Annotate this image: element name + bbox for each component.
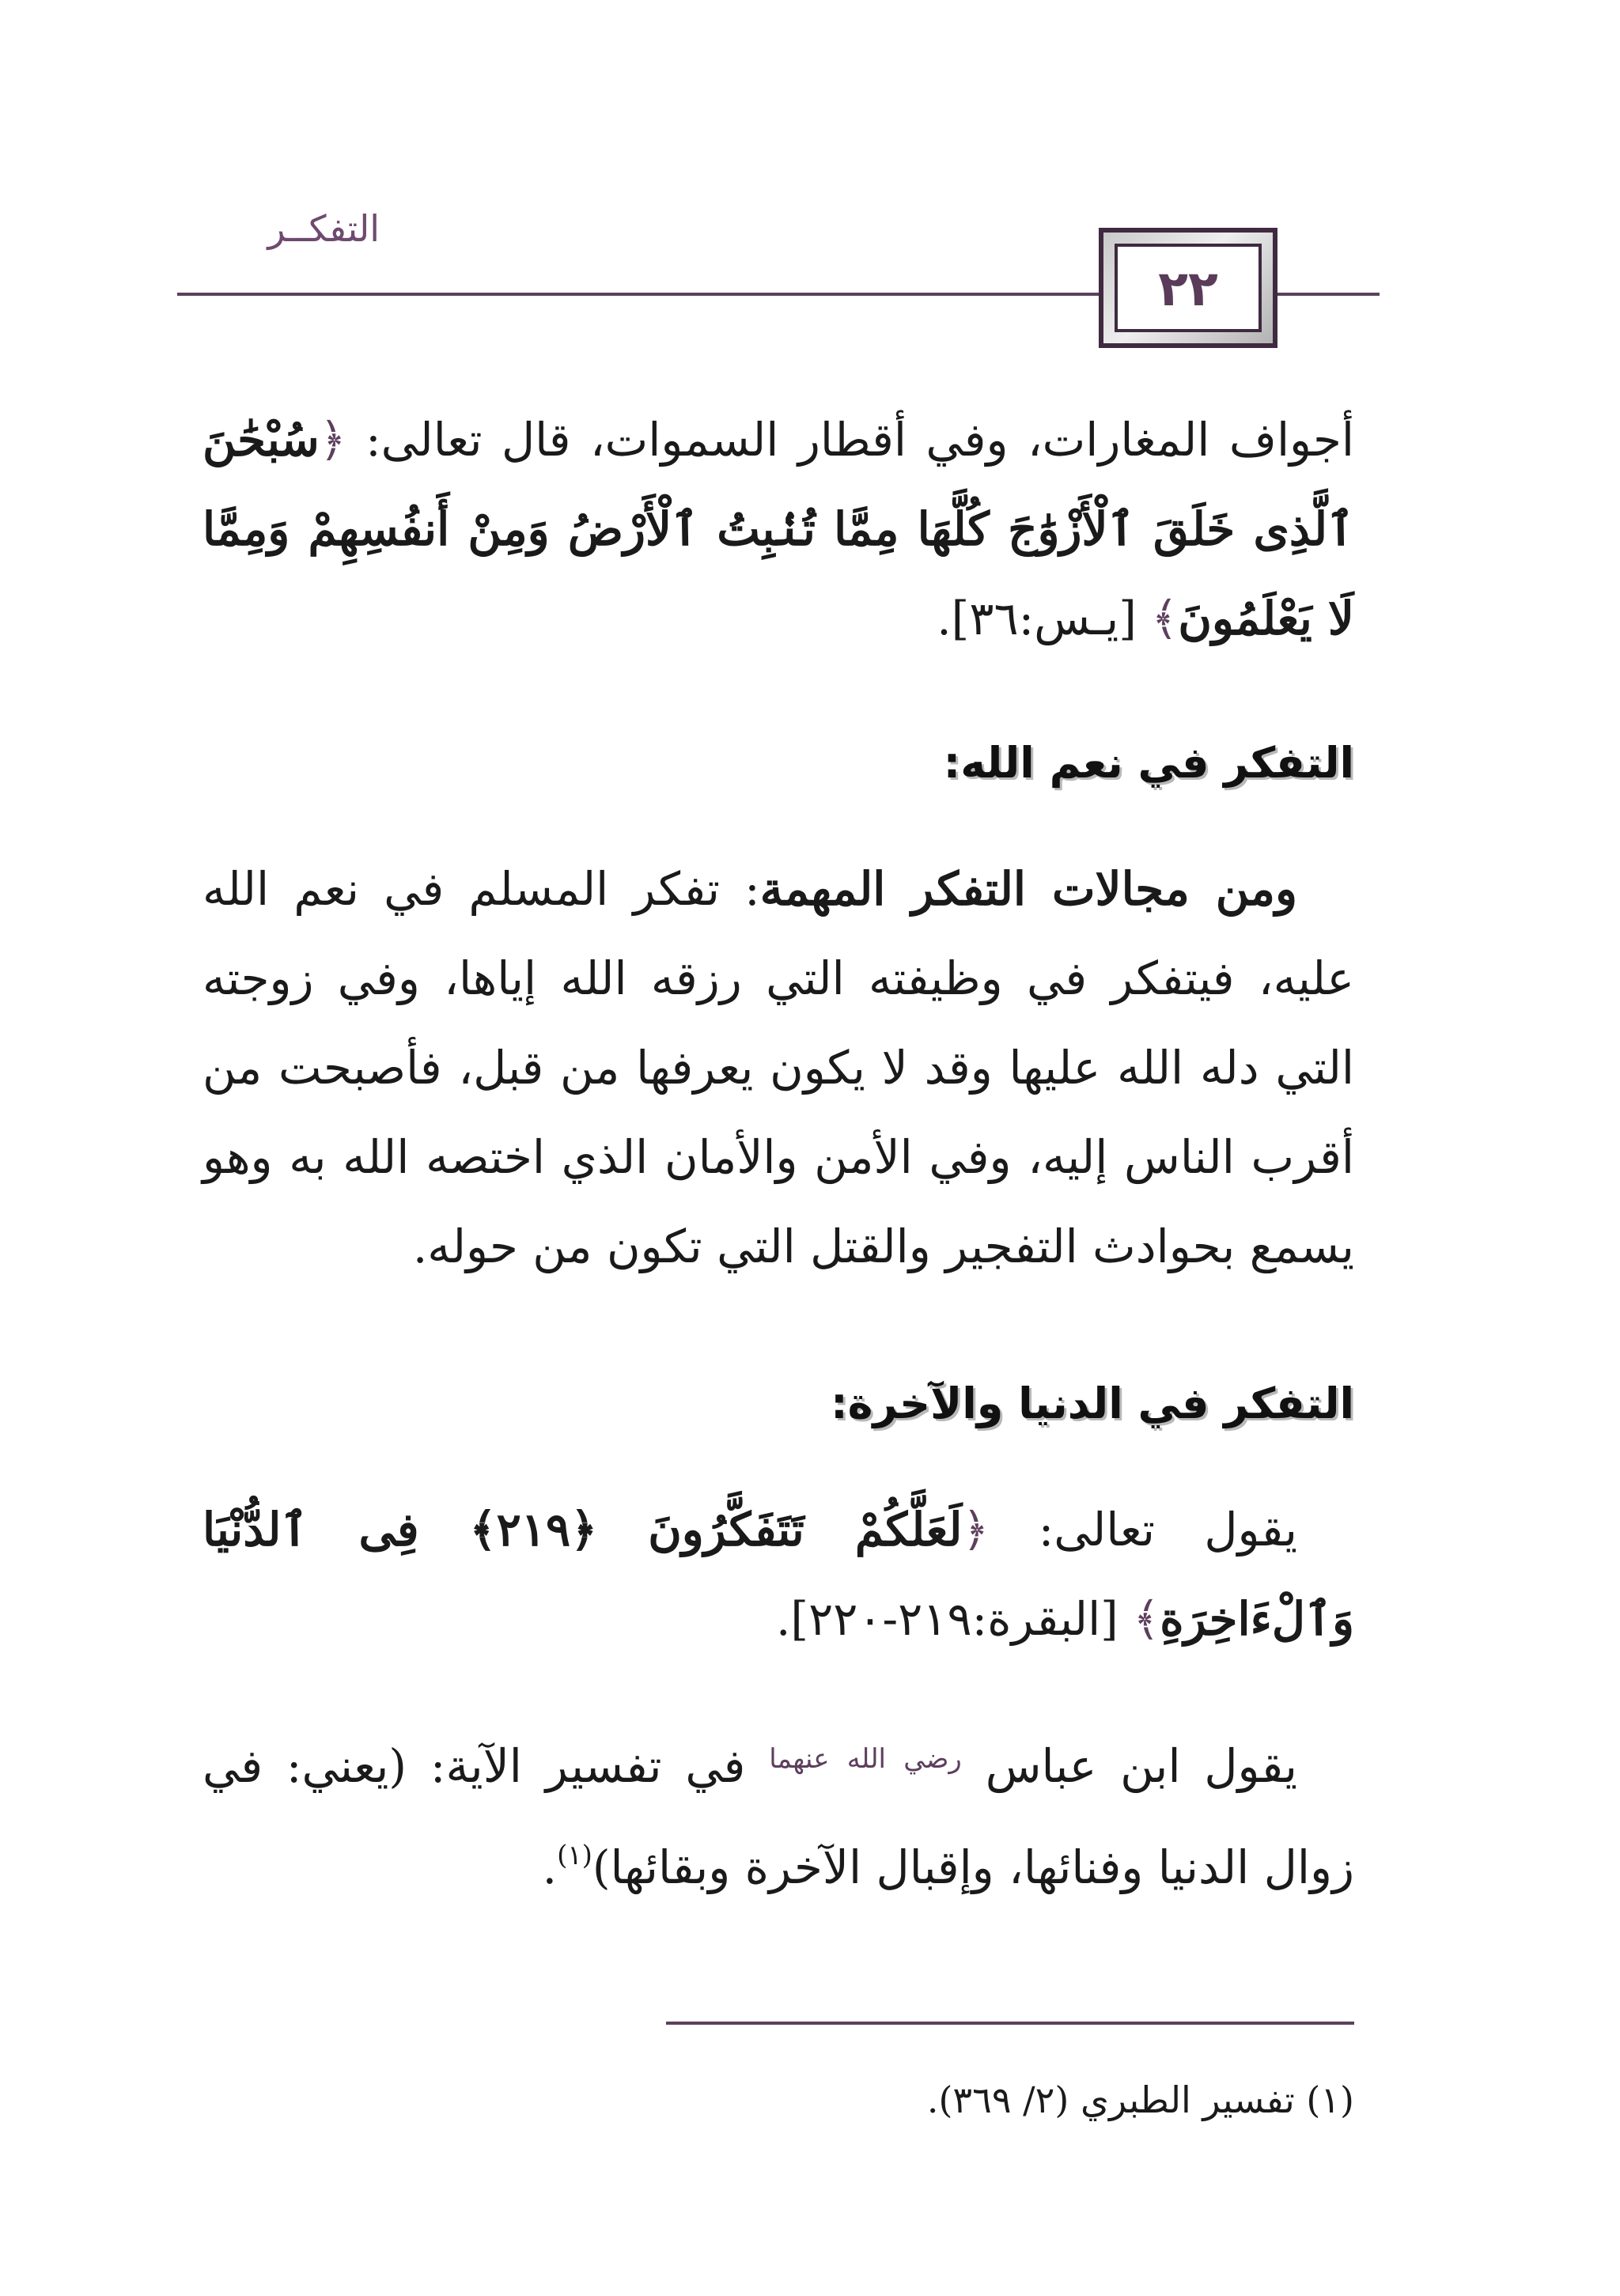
paragraph-intro: يقول تعالى: (989, 1503, 1297, 1557)
paragraph-text-before: يقول ابن عباس (961, 1739, 1297, 1793)
paragraph-text-after: في تفسير الآية: (يعني: في زوال الدنيا وفنائها، وإقبال الآخرة وبقائها) (202, 1739, 1354, 1894)
page-number: ٢٢ (1158, 259, 1218, 317)
quran-verse-text: لَعَلَّكُمْ تَتَفَكَّرُونَ ﴿٢١٩﴾ فِى ٱلدُّنْيَا وَٱلْءَاخِرَةِ (202, 1503, 1354, 1646)
quran-verse-text: سُبْحَٰنَ ٱلَّذِى خَلَقَ ٱلْأَزْوَٰجَ كُلَّهَا مِمَّا تُنۢبِتُ ٱلْأَرْضُ وَمِنْ أَنفُسِهِمْ وَمِمَّا لَا يَعْلَمُونَ (202, 413, 1354, 645)
paragraph-intro: أجواف المغارات، وفي أقطار السموات، قال تعالى: (346, 413, 1354, 467)
footnote-text: تفسير الطبري (٢/ ٣٦٩). (926, 2079, 1307, 2121)
verse-reference: [يـس:٣٦]. (937, 592, 1152, 645)
section-heading-blessings: التفكر في نعم الله: (943, 738, 1354, 788)
running-title: التفكــر (267, 207, 380, 250)
footnote-divider (666, 2022, 1354, 2025)
section-heading-world-hereafter: التفكر في الدنيا والآخرة: (831, 1379, 1354, 1428)
verse-reference: [البقرة:٢١٩-٢٢٠]. (776, 1592, 1134, 1646)
paragraph-text: : تفكر المسلم في نعم الله عليه، فيتفكر في وظيفته التي رزقه الله إياها، وفي زوجته التي دله الله عليها وقد لا يكون يعرفها من قبل، فأصبحت من أقرب الناس إليه، وفي الأمن والأمان الذي اختصه الله به وهو يسمع بحوادث التفجير والقتل التي تكون من حوله. (202, 862, 1354, 1273)
ornate-bracket-close: ﴾ (1133, 1592, 1160, 1646)
paragraph-ibn-abbas (202, 1715, 1354, 1912)
footnote-marker[interactable]: (١) (557, 1840, 592, 1871)
paragraph-quran-verse-1 (202, 395, 1354, 664)
footnote-number: (١) (1306, 2079, 1354, 2121)
paragraph-blessings (202, 845, 1354, 1292)
ornate-bracket-open: ﴿ (962, 1503, 990, 1557)
footnote (202, 2072, 1354, 2128)
paragraph-end: . (542, 1840, 558, 1894)
paragraph-lead: ومن مجالات التفكر المهمة (759, 862, 1297, 916)
honorific-glyph: رضي الله عنهما (769, 1743, 962, 1775)
paragraph-quran-verse-2 (202, 1485, 1354, 1664)
page-number-frame-inner (1115, 244, 1262, 332)
ornate-bracket-open: ﴿ (319, 413, 346, 467)
page-number-frame (1099, 228, 1277, 348)
ornate-bracket-close: ﴾ (1151, 592, 1179, 645)
